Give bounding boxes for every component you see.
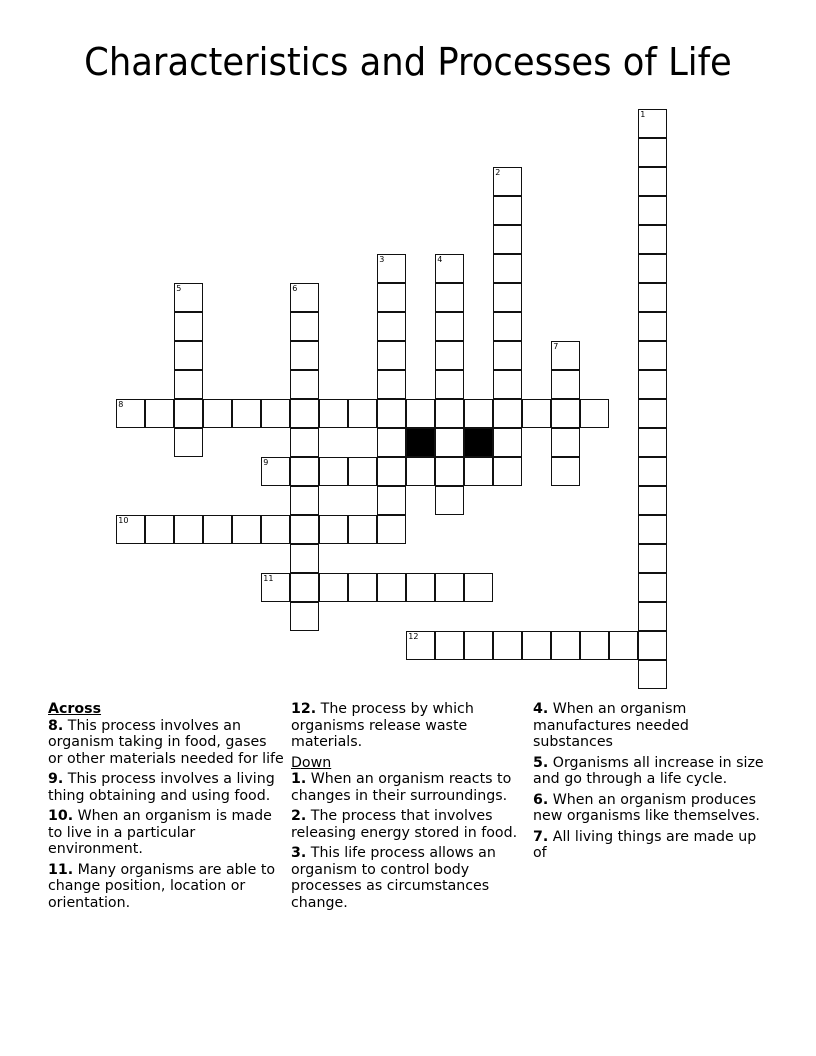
clue-number: 3. [291,845,307,861]
grid-cell[interactable] [145,399,174,428]
clue-text: When an organism is made to live in a particular environment. [48,808,272,857]
grid-cell[interactable] [580,631,609,660]
grid-cell[interactable] [638,457,667,486]
clue-text: All living things are made up of [533,828,757,861]
grid-cell[interactable] [377,515,406,544]
grid-cell[interactable] [638,138,667,167]
grid-cell[interactable] [464,457,493,486]
grid-cell[interactable] [406,631,435,660]
across-heading: Across [48,701,102,717]
grid-cell[interactable] [377,312,406,341]
clue-down-1 [291,771,527,804]
grid-cell[interactable] [377,341,406,370]
clue-across-8 [48,718,284,768]
grid-cell[interactable] [638,370,667,399]
grid-cell[interactable] [145,515,174,544]
grid-cell[interactable] [551,428,580,457]
grid-cell[interactable] [435,486,464,515]
grid-cell[interactable] [261,573,290,602]
clue-text: This life process allows an organism to control body processes as circumstances change. [291,845,496,911]
grid-cell[interactable] [493,428,522,457]
clue-number: 11. [48,861,74,878]
black-cell [406,428,435,457]
clue-across-11 [48,862,284,912]
grid-cell[interactable] [377,283,406,312]
clue-number-label: 3 [379,255,385,265]
grid-cell[interactable] [464,399,493,428]
grid-cell[interactable] [174,399,203,428]
grid-cell[interactable] [116,515,145,544]
grid-cell[interactable] [638,312,667,341]
grid-cell[interactable] [174,312,203,341]
clue-down-4 [533,701,769,751]
clue-across-9 [48,771,284,804]
clues-column-2 [291,701,527,915]
grid-cell[interactable] [638,428,667,457]
grid-cell[interactable] [493,370,522,399]
grid-cell[interactable] [551,370,580,399]
clue-number: 8. [48,717,64,734]
clue-text: Organisms all increase in size and go through a life cycle. [533,754,764,787]
clue-number: 4. [533,701,549,717]
grid-cell[interactable] [493,631,522,660]
grid-cell[interactable] [406,399,435,428]
grid-cell[interactable] [232,399,261,428]
grid-cell[interactable] [261,399,290,428]
clue-number: 10. [48,808,74,824]
grid-cell[interactable] [551,341,580,370]
grid-cell[interactable] [435,312,464,341]
grid-cell[interactable] [377,428,406,457]
grid-cell[interactable] [493,341,522,370]
grid-cell[interactable] [174,515,203,544]
grid-cell[interactable] [232,515,261,544]
grid-cell[interactable] [261,457,290,486]
grid-cell[interactable] [638,544,667,573]
clue-number-label: 5 [176,284,182,294]
grid-cell[interactable] [406,457,435,486]
clue-number-label: 10 [118,516,129,526]
clue-number-label: 1 [640,110,646,120]
clue-text: The process that involves releasing energy stored in food. [291,808,518,841]
clue-down-7 [533,829,769,862]
grid-cell[interactable] [435,341,464,370]
grid-cell[interactable] [174,341,203,370]
grid-cell[interactable] [290,370,319,399]
grid-cell[interactable] [174,428,203,457]
crossword-grid [117,110,717,710]
clue-number: 9. [48,771,64,787]
grid-cell[interactable] [551,631,580,660]
clue-number-label: 11 [263,574,274,584]
clue-number: 1. [291,771,307,787]
grid-cell[interactable] [638,254,667,283]
grid-cell[interactable] [638,602,667,631]
grid-cell[interactable] [290,573,319,602]
grid-cell[interactable] [435,283,464,312]
clues-column-3 [533,701,769,866]
grid-cell[interactable] [290,428,319,457]
clue-number-label: 7 [553,342,559,352]
clue-text: This process involves an organism taking in food, gases or other materials needed for life [48,717,284,767]
clue-number: 12. [291,701,317,717]
grid-cell[interactable] [464,573,493,602]
grid-cell[interactable] [261,515,290,544]
grid-cell[interactable] [377,486,406,515]
clue-number: 5. [533,754,549,771]
grid-cell[interactable] [638,196,667,225]
grid-cell[interactable] [493,196,522,225]
grid-cell[interactable] [464,631,493,660]
grid-cell[interactable] [290,486,319,515]
grid-cell[interactable] [638,341,667,370]
grid-cell[interactable] [435,573,464,602]
clue-number-label: 12 [408,632,419,642]
grid-cell[interactable] [522,399,551,428]
grid-cell[interactable] [638,515,667,544]
clue-number: 6. [533,791,549,808]
clue-number-label: 9 [263,458,269,468]
page-title: Characteristics and Processes of Life [84,40,732,84]
grid-cell[interactable] [638,573,667,602]
grid-cell[interactable] [290,602,319,631]
clue-text: This process involves a living thing obtaining and using food. [48,771,275,804]
clue-down-2 [291,808,527,841]
grid-cell[interactable] [377,399,406,428]
grid-cell[interactable] [348,515,377,544]
grid-cell[interactable] [638,109,667,138]
clue-number-label: 2 [495,168,501,178]
grid-cell[interactable] [435,254,464,283]
clues-column-1 [48,701,284,915]
grid-cell[interactable] [638,225,667,254]
grid-cell[interactable] [406,573,435,602]
grid-cell[interactable] [203,399,232,428]
down-heading: Down [291,754,332,771]
clue-text: Many organisms are able to change position, location or orientation. [48,861,276,911]
grid-cell[interactable] [493,283,522,312]
grid-cell[interactable] [319,457,348,486]
grid-cell[interactable] [638,486,667,515]
grid-cell[interactable] [522,631,551,660]
grid-cell[interactable] [116,399,145,428]
grid-cell[interactable] [493,399,522,428]
grid-cell[interactable] [348,573,377,602]
grid-cell[interactable] [435,457,464,486]
grid-cell[interactable] [377,254,406,283]
clue-text: The process by which organisms release waste materials. [291,701,474,750]
grid-cell[interactable] [638,399,667,428]
clue-number-label: 4 [437,255,443,265]
grid-cell[interactable] [551,399,580,428]
grid-cell[interactable] [290,457,319,486]
grid-cell[interactable] [174,370,203,399]
grid-cell[interactable] [493,254,522,283]
grid-cell[interactable] [377,573,406,602]
grid-cell[interactable] [290,515,319,544]
grid-cell[interactable] [319,573,348,602]
clue-down-6 [533,792,769,825]
grid-cell[interactable] [377,457,406,486]
clue-number: 7. [533,828,549,845]
clue-text: When an organism manufactures needed substances [533,701,689,750]
grid-cell[interactable] [551,457,580,486]
grid-cell[interactable] [435,428,464,457]
black-cell [464,428,493,457]
grid-cell[interactable] [638,660,667,689]
grid-cell[interactable] [580,399,609,428]
clue-down-3 [291,845,527,911]
grid-cell[interactable] [638,283,667,312]
clue-text: When an organism produces new organisms like themselves. [533,791,760,824]
grid-cell[interactable] [290,283,319,312]
grid-cell[interactable] [638,167,667,196]
grid-cell[interactable] [435,631,464,660]
clue-across-10 [48,808,284,858]
grid-cell[interactable] [435,399,464,428]
grid-cell[interactable] [290,399,319,428]
grid-cell[interactable] [435,370,464,399]
grid-cell[interactable] [377,370,406,399]
grid-cell[interactable] [290,544,319,573]
grid-cell[interactable] [348,457,377,486]
clue-across-12 [291,701,527,751]
grid-cell[interactable] [609,631,638,660]
clue-text: When an organism reacts to changes in their surroundings. [291,771,512,804]
clue-number: 2. [291,808,307,824]
clue-down-5 [533,755,769,788]
grid-cell[interactable] [493,457,522,486]
grid-cell[interactable] [319,515,348,544]
clue-number-label: 8 [118,400,124,410]
grid-cell[interactable] [319,399,348,428]
grid-cell[interactable] [174,283,203,312]
grid-cell[interactable] [493,167,522,196]
clue-number-label: 6 [292,284,298,294]
grid-cell[interactable] [290,341,319,370]
grid-cell[interactable] [203,515,232,544]
grid-cell[interactable] [493,312,522,341]
grid-cell[interactable] [493,225,522,254]
grid-cell[interactable] [348,399,377,428]
grid-cell[interactable] [638,631,667,660]
grid-cell[interactable] [290,312,319,341]
